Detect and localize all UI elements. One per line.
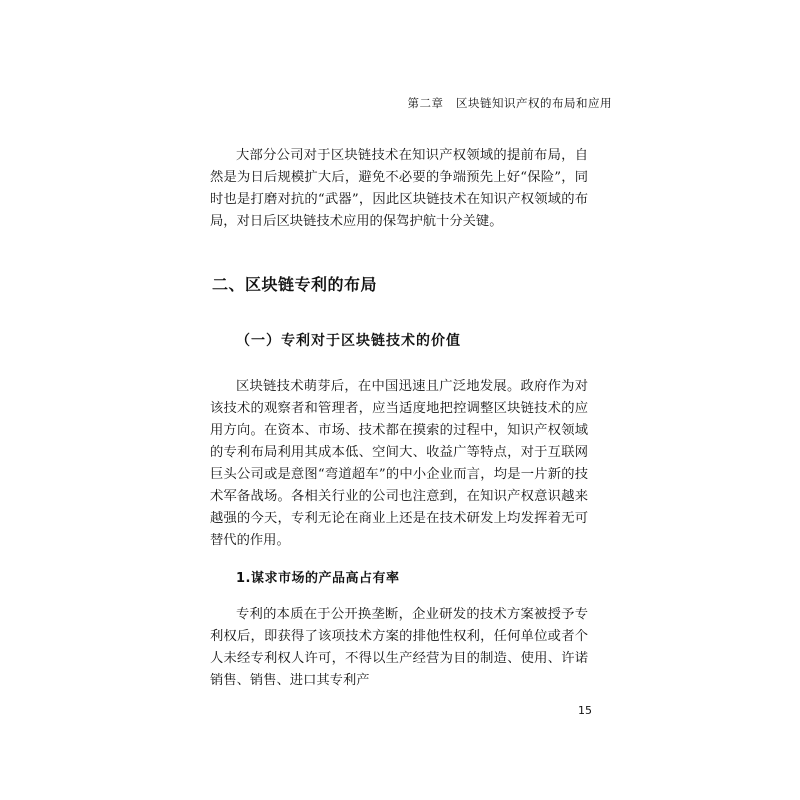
running-header: 第二章 区块链知识产权的布局和应用 [407,96,612,110]
section-heading: 二、区块链专利的布局 [212,275,378,294]
intro-paragraph: 大部分公司对于区块链技术在知识产权领域的提前布局，自然是为日后规模扩大后，避免不必要的争端预先上好“保险”，同时也是打磨对抗的“武器”，因此区块链技术在知识产权领域的布局，对日后区块链技术应用的保驾护航十分关键。 [210,148,588,229]
minor-heading: 1.谋求市场的产品高占有率 [236,571,400,586]
page-number: 15 [578,704,592,717]
subsection-paragraph: 区块链技术萌芽后，在中国迅速且广泛地发展。政府作为对该技术的观察者和管理者，应当适度地把控调整区块链技术的应用方向。在资本、市场、技术都在摸索的过程中，知识产权领域的专利布局利用其成本低、空间大、收益广等特点，对于互联网巨头公司或是意图“弯道超车”的中小企业而言，均是一片新的技术军备战场。各相关行业的公司也注意到，在知识产权意识越来越强的今天，专利无论在商业上还是在技术研发上均发挥着无可替代的作用。 [210,379,588,548]
subsection-heading: （一）专利对于区块链技术的价值 [236,333,461,349]
minor-paragraph: 专利的本质在于公开换垄断，企业研发的技术方案被授予专利权后，即获得了该项技术方案的排他性权利，任何单位或者个人未经专利权人许可，不得以生产经营为目的制造、使用、许诺销售、销售、进口其专利产 [210,607,588,688]
